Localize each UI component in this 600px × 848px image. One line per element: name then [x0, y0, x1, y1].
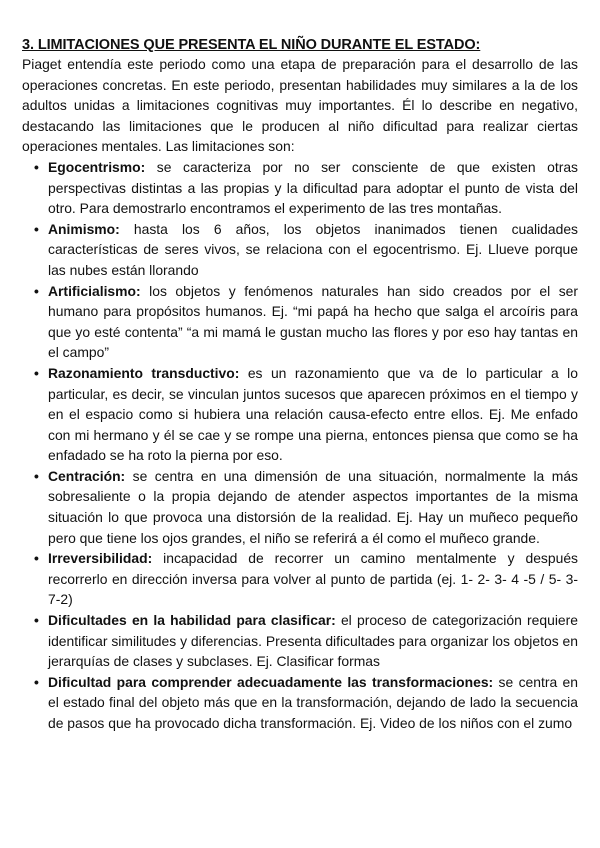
bullet-icon: •	[34, 364, 39, 381]
limitation-description: el proceso de categorización requiere identificar similitudes y diferencias. Presenta dificultades para organizar los objetos en jerarquías de clases y subclases. Ej. Clasificar formas	[48, 612, 579, 670]
limitation-description: es un razonamiento que va de lo particular a lo particular, es decir, se vinculan juntos sucesos que aparecen próximos en el tiempo y en el espacio como si hubiera una relación causa-efecto entre ellos. Ej. Me enfado con mi hermano y él se cae y se rompe una pierna, entonces piensa que como se ha enfadado se ha roto la pierna por eso.	[48, 364, 578, 464]
limitation-item	[34, 363, 578, 466]
section-title: 3. LIMITACIONES QUE PRESENTA EL NIÑO DURANTE EL ESTADO:	[22, 37, 481, 53]
bullet-icon: •	[34, 282, 39, 299]
limitation-item	[34, 672, 578, 734]
bullet-icon: •	[34, 467, 39, 484]
limitation-description: se centra en el estado final del objeto más que en la transformación, dejando de lado la secuencia de pasos que ha provocado dicha transformación. Ej. Video de los niños con el zumo	[48, 673, 578, 731]
limitation-item	[34, 466, 578, 548]
limitation-item	[34, 548, 578, 610]
limitation-term: Razonamiento transductivo:	[48, 364, 240, 381]
limitation-term: Dificultad para comprender adecuadamente las transformaciones:	[48, 673, 494, 690]
limitation-description: se centra en una dimensión de una situación, normalmente la más sobresaliente o la propia dejando de atender aspectos importantes de la misma situación lo que provoca una distorsión de la realidad. Ej. Hay un muñeco pequeño pero que tiene los ojos grandes, el niño se referirá a él como el muñeco grande.	[48, 467, 578, 546]
bullet-icon: •	[34, 673, 39, 690]
intro-paragraph: Piaget entendía este periodo como una etapa de preparación para el desarrollo de las operaciones concretas. En este periodo, presentan habilidades muy similares a la de los adultos unidas a limitaciones cognitivas muy importantes. Él lo describe en negativo, destacando las limitaciones que le producen al niño dificultad para realizar ciertas operaciones mentales. Las limitaciones son:	[22, 56, 578, 155]
limitations-list	[22, 157, 578, 734]
limitation-term: Dificultades en la habilidad para clasificar:	[48, 612, 336, 629]
limitation-term: Artificialismo:	[48, 282, 141, 299]
limitation-term: Irreversibilidad:	[48, 550, 153, 567]
limitation-term: Centración:	[48, 467, 126, 484]
limitation-item	[34, 610, 579, 672]
limitation-description: hasta los 6 años, los objetos inanimados tienen cualidades características de seres vivos, se relaciona con el egocentrismo. Ej. Llueve porque las nubes están llorando	[48, 220, 578, 278]
bullet-icon: •	[34, 220, 39, 237]
limitation-item	[34, 281, 578, 363]
limitation-term: Egocentrismo:	[48, 158, 146, 175]
bullet-icon: •	[34, 612, 39, 629]
limitation-item	[34, 157, 578, 219]
limitation-item	[34, 219, 578, 281]
limitation-description: los objetos y fenómenos naturales han sido creados por el ser humano para propósitos humanos. Ej. “mi papá ha hecho que salga el arcoíris para que yo esté contenta” “a mi mamá le gustan mucho las flores y por eso hay tantas en el campo”	[48, 282, 578, 361]
limitation-description: incapacidad de recorrer un camino mentalmente y después recorrerlo en dirección inversa para volver al punto de partida (ej. 1- 2- 3- 4 -5 / 5- 3- 7-2)	[48, 550, 578, 608]
limitation-term: Animismo:	[48, 220, 120, 237]
bullet-icon: •	[34, 158, 39, 175]
limitation-description: se caracteriza por no ser consciente de que existen otras perspectivas distintas a las propias y la dificultad para adoptar el punto de vista del otro. Para demostrarlo encontramos el experimento de las tres montañas.	[48, 158, 578, 217]
bullet-icon: •	[34, 550, 39, 567]
